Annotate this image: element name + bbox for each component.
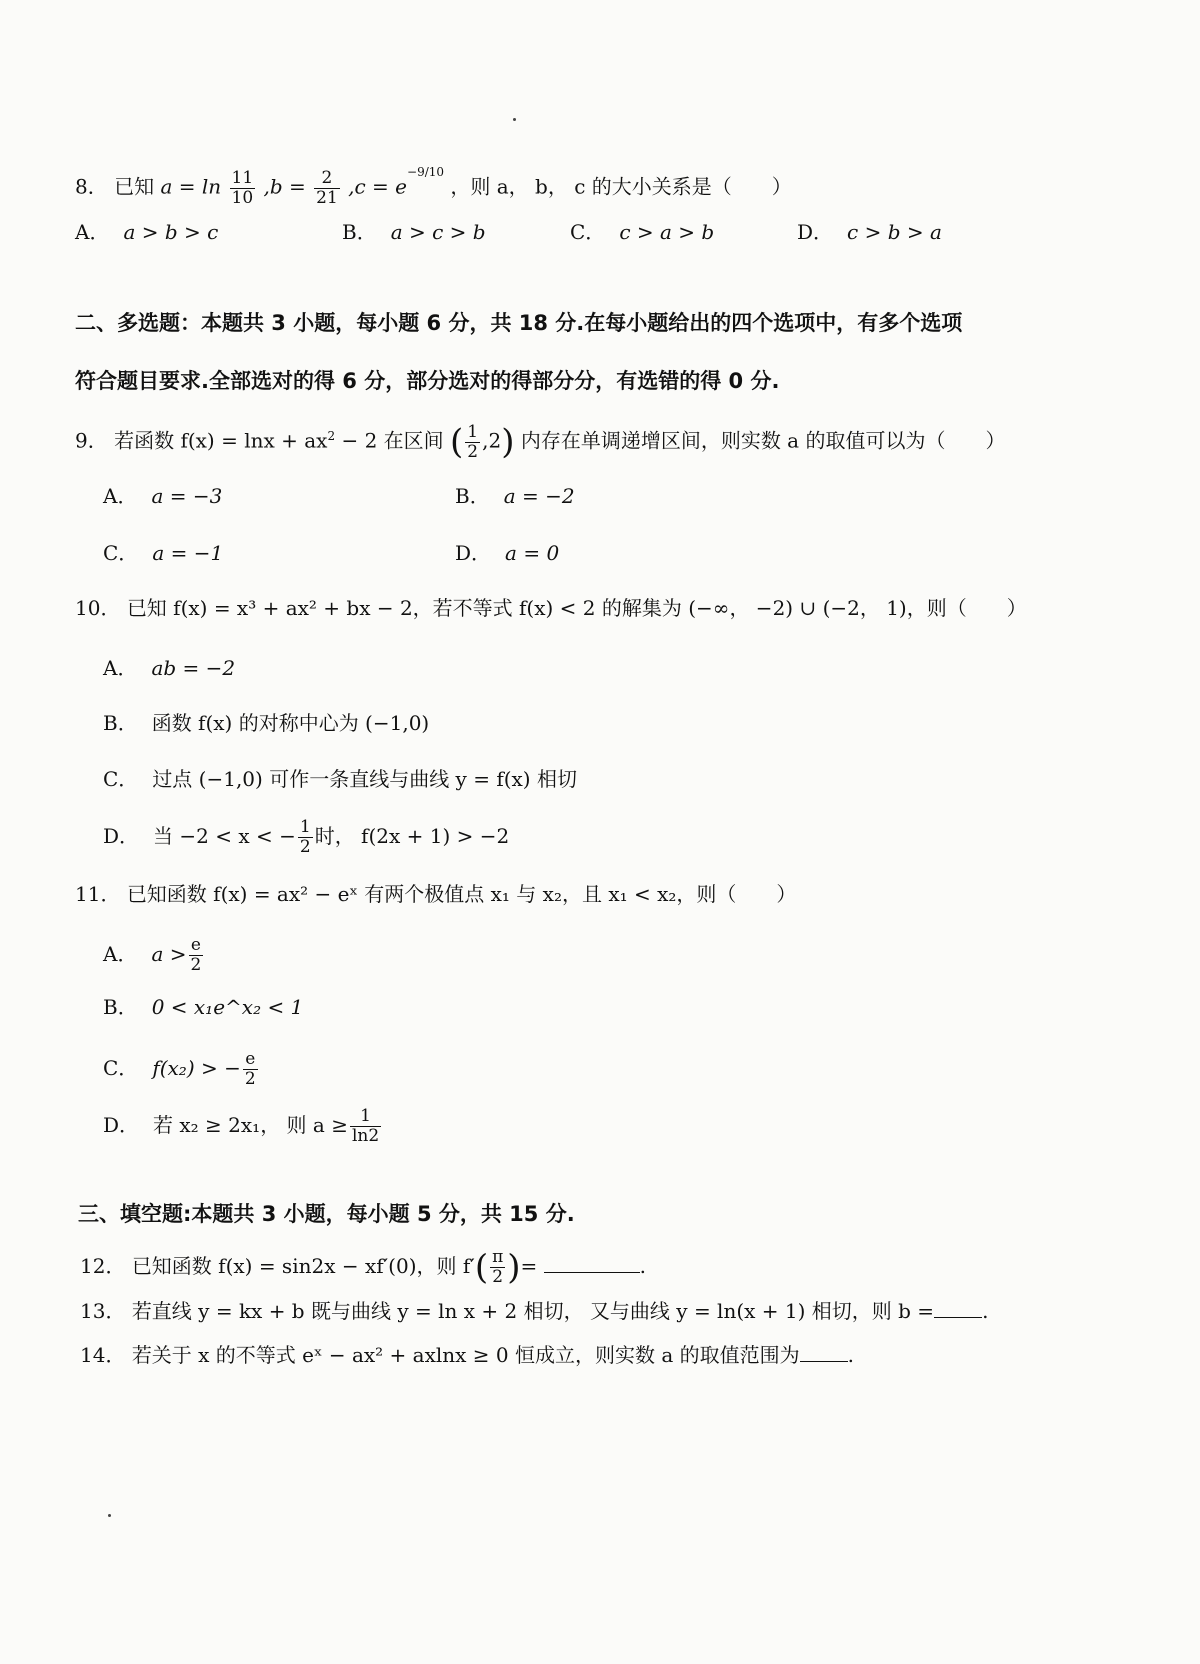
fraction: $\frac{1}{2}$ <box>299 817 311 857</box>
q10-option-a[interactable]: A． ab = −2 <box>103 656 236 680</box>
question-number: 11． <box>75 882 121 906</box>
fraction: $\frac{\pi}{2}$ <box>492 1247 504 1287</box>
exponent: −9/10 <box>407 165 445 179</box>
scan-speck <box>513 118 516 121</box>
question-8 <box>75 165 792 208</box>
question-9: 9． 若函数 $f(x) = \ln x + ax^2 - 2$ 在区间 ( $\frac{1}{2}$ ,2) 内存在单调递增区间，则实数 a 的取值可以为（ ） <box>75 421 1006 463</box>
q9-stem-pre: 若函数 f(x) = lnx + ax <box>114 428 328 453</box>
q13-stem: 若直线 y = kx + b 既与曲线 y = ln x + 2 相切， 又与曲线 y = ln(x + 1) 相切，则 b = <box>131 1299 935 1323</box>
question-stem-pre: 已知 <box>114 174 155 199</box>
question-11 <box>75 880 796 908</box>
question-10 <box>75 594 1027 622</box>
q9-stem-post: 内存在单调递增区间，则实数 a 的取值可以为（ ） <box>520 428 1006 453</box>
q11-option-a[interactable]: A． a > $\frac{e}{2}$ <box>103 935 202 975</box>
question-number: 12． <box>80 1254 126 1278</box>
scan-speck <box>108 1514 111 1517</box>
q9-option-d[interactable]: D． a = 0 <box>455 541 560 565</box>
q9-option-c[interactable]: C． a = −1 <box>103 541 224 565</box>
fraction-a: $\frac{11}{10}$ <box>231 167 254 208</box>
question-number: 10． <box>75 596 121 620</box>
fraction-interval: $\frac{1}{2}$ <box>467 421 479 462</box>
q10-stem: 已知 f(x) = x³ + ax² + bx − 2，若不等式 f(x) < 2 的解集为 (−∞， −2) ∪ (−2， 1)，则（ ） <box>126 596 1027 620</box>
q11-option-d[interactable]: D． 若 x₂ ≥ 2x₁， 则 a ≥ $\frac{1}{\ln 2}$ <box>103 1106 380 1146</box>
question-14: 14． 若关于 x 的不等式 eˣ − ax² + axlnx ≥ 0 恒成立，则实数 a 的取值范围为 . <box>80 1343 854 1367</box>
q10-option-d[interactable]: D． 当 −2 < x < − $\frac{1}{2}$ 时， f(2x + 1) > −2 <box>103 817 510 857</box>
q8-option-b[interactable]: B． a > c > b <box>342 220 486 244</box>
fraction: $\frac{e}{2}$ <box>190 935 202 975</box>
section-3-heading: 三、填空题:本题共 3 小题，每小题 5 分，共 15 分. <box>78 1202 575 1226</box>
math-c-def: ,c = e <box>348 174 408 199</box>
question-stem-post: ，则 a， b， c 的大小关系是（ ） <box>450 174 792 199</box>
section-2-heading-line2: 符合题目要求.全部选对的得 6 分，部分选对的得部分分，有选错的得 0 分. <box>75 369 780 393</box>
question-number: 9． <box>75 428 108 453</box>
section-2-heading-line1: 二、多选题：本题共 3 小题，每小题 6 分，共 18 分.在每小题给出的四个选项中，有多个选项 <box>75 311 963 335</box>
math-b-def: ,b = <box>263 174 306 199</box>
fraction: $\frac{1}{\ln 2}$ <box>351 1106 380 1146</box>
question-13: 13． 若直线 y = kx + b 既与曲线 y = ln x + 2 相切， 又与曲线 y = ln(x + 1) 相切，则 b = . <box>80 1299 989 1323</box>
q9-stem-mid: − 2 在区间 <box>335 428 444 453</box>
q9-option-a[interactable]: A． a = −3 <box>103 484 223 508</box>
q10-option-c[interactable]: C． 过点 (−1,0) 可作一条直线与曲线 y = f(x) 相切 <box>103 767 577 791</box>
fraction-b: $\frac{2}{21}$ <box>316 167 338 208</box>
question-number: 14． <box>80 1343 126 1367</box>
answer-blank[interactable] <box>800 1343 848 1362</box>
question-number: 13． <box>80 1299 126 1323</box>
math-a-def: a = ln <box>160 174 222 199</box>
q11-option-c[interactable]: C． f(x₂) > − $\frac{e}{2}$ <box>103 1049 256 1089</box>
q11-stem: 已知函数 f(x) = ax² − eˣ 有两个极值点 x₁ 与 x₂，且 x₁ < x₂，则（ ） <box>126 882 797 906</box>
paren-right: ) <box>501 422 515 463</box>
q8-option-d[interactable]: D． c > b > a <box>797 220 942 244</box>
paren-left: ( <box>450 422 464 463</box>
q10-option-b[interactable]: B． 函数 f(x) 的对称中心为 (−1,0) <box>103 711 430 735</box>
answer-blank[interactable] <box>544 1254 640 1273</box>
q14-stem: 若关于 x 的不等式 eˣ − ax² + axlnx ≥ 0 恒成立，则实数 a 的取值范围为 <box>131 1343 800 1367</box>
question-12: 12． 已知函数 f(x) = sin2x − xf′(0)，则 f′( $\frac{\pi}{2}$ )= . <box>80 1247 647 1288</box>
q8-option-a[interactable]: A． a > b > c <box>75 220 219 244</box>
answer-blank[interactable] <box>934 1299 982 1318</box>
q9-option-b[interactable]: B． a = −2 <box>455 484 575 508</box>
q11-option-b[interactable]: B． 0 < x₁e^x₂ < 1 <box>103 995 304 1019</box>
question-number: 8． <box>75 174 108 199</box>
q8-option-c[interactable]: C． c > a > b <box>570 220 715 244</box>
fraction: $\frac{e}{2}$ <box>244 1049 256 1089</box>
